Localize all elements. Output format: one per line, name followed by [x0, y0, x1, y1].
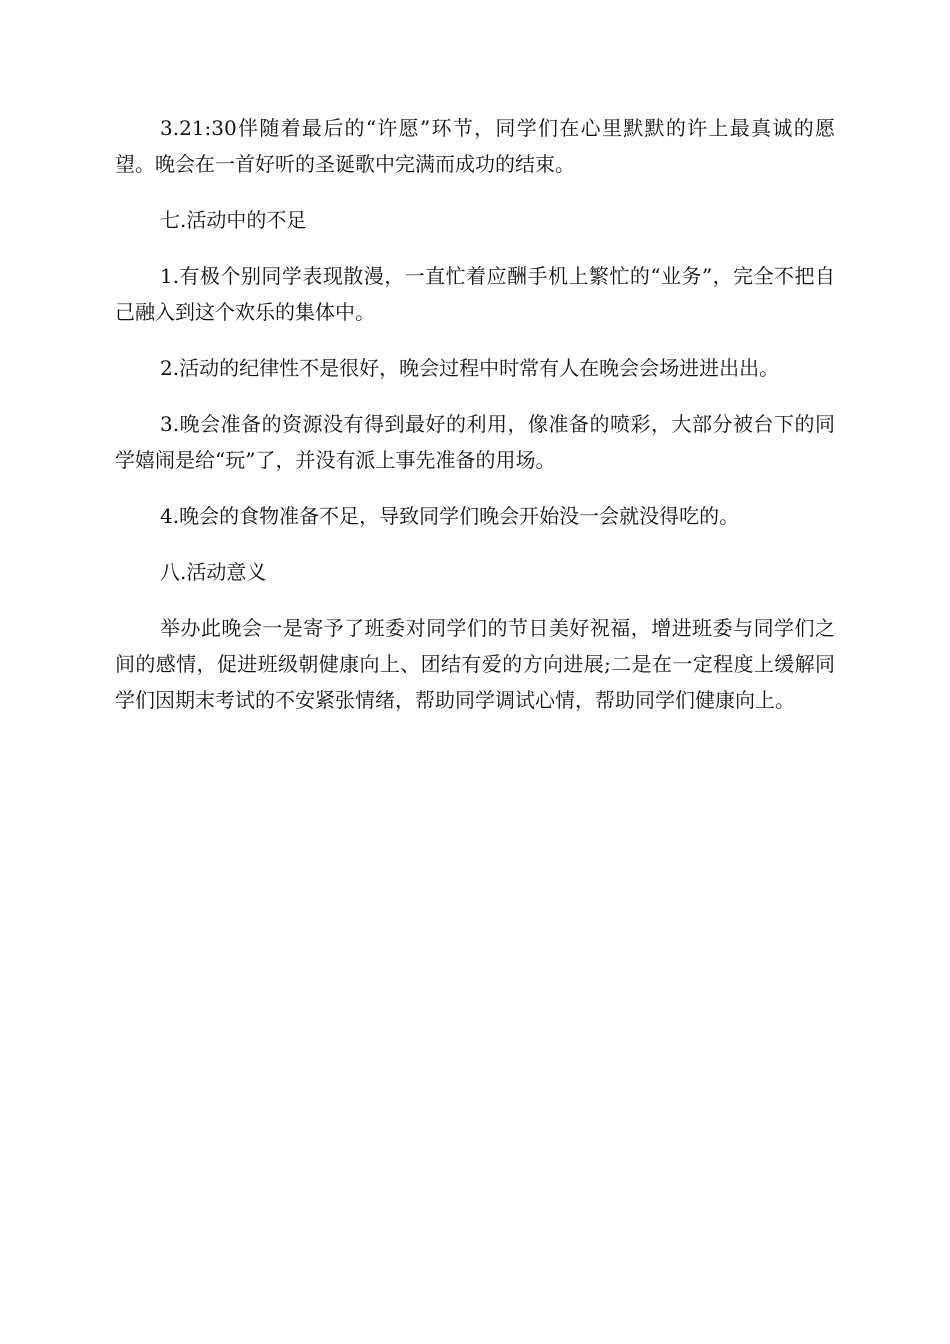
paragraph-shortcoming-3: 3.晚会准备的资源没有得到最好的利用，像准备的喷彩，大部分被台下的同学嬉闹是给“玩”了，并没有派上事先准备的用场。	[115, 412, 835, 472]
paragraph-significance: 举办此晚会一是寄予了班委对同学们的节日美好祝福，增进班委与同学们之间的感情，促进班级朝健康向上、团结有爱的方向进展;二是在一定程度上缓解同学们因期末考试的不安紧张情绪，帮助同学调试心情，帮助同学们健康向上。	[115, 616, 835, 712]
paragraph-item-3-closing: 3.21:30伴随着最后的“许愿”环节，同学们在心里默默的许上最真诚的愿望。晚会在一首好听的圣诞歌中完满而成功的结束。	[115, 116, 835, 176]
section-heading-shortcomings: 七.活动中的不足	[160, 208, 307, 232]
section-heading-significance: 八.活动意义	[160, 560, 267, 584]
paragraph-shortcoming-2: 2.活动的纪律性不是很好，晚会过程中时常有人在晚会会场进进出出。	[160, 356, 780, 380]
paragraph-shortcoming-1: 1.有极个别同学表现散漫，一直忙着应酬手机上繁忙的“业务”，完全不把自己融入到这个欢乐的集体中。	[115, 264, 835, 324]
document-body	[115, 110, 835, 738]
paragraph-shortcoming-4: 4.晚会的食物准备不足，导致同学们晚会开始没一会就没得吃的。	[160, 504, 740, 528]
